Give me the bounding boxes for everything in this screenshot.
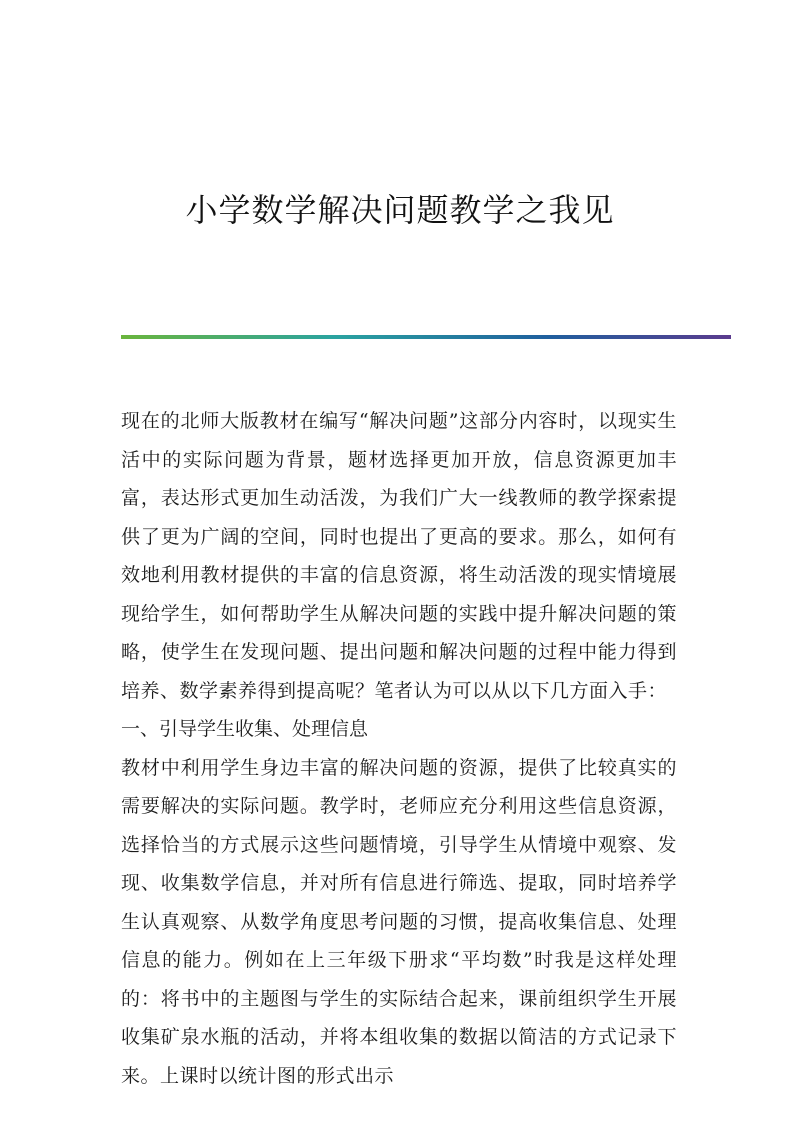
document-title: 小学数学解决问题教学之我见 [185,191,615,229]
document-body [121,402,677,1095]
paragraph-section-1: 教材中利用学生身边丰富的解决问题的资源，提供了比较真实的需要解决的实际问题。教学时，老师应充分利用这些信息资源，选择恰当的方式展示这些问题情境，引导学生从情境中观察、发现、收集数学信息，并对所有信息进行筛选、提取，同时培养学生认真观察、从数学角度思考问题的习惯，提高收集信息、处理信息的能力。例如在上三年级下册求“平均数”时我是这样处理的：将书中的主题图与学生的实际结合起来，课前组织学生开展收集矿泉水瓶的活动，并将本组收集的数据以简洁的方式记录下来。上课时以统计图的形式出示 [121,756,677,1087]
paragraph-intro: 现在的北师大版教材在编写“解决问题”这部分内容时，以现实生活中的实际问题为背景，题材选择更加开放，信息资源更加丰富，表达形式更加生动活泼，为我们广大一线教师的教学探索提供了更为广阔的空间，同时也提出了更高的要求。那么，如何有效地利用教材提供的丰富的信息资源，将生动活泼的现实情境展现给学生，如何帮助学生从解决问题的实践中提升解决问题的策略，使学生在发现问题、提出问题和解决问题的过程中能力得到培养、数学素养得到提高呢？笔者认为可以从以下几方面入手： [121,410,677,702]
title-divider [121,335,731,339]
section-heading-1: 一、引导学生收集、处理信息 [121,718,369,740]
